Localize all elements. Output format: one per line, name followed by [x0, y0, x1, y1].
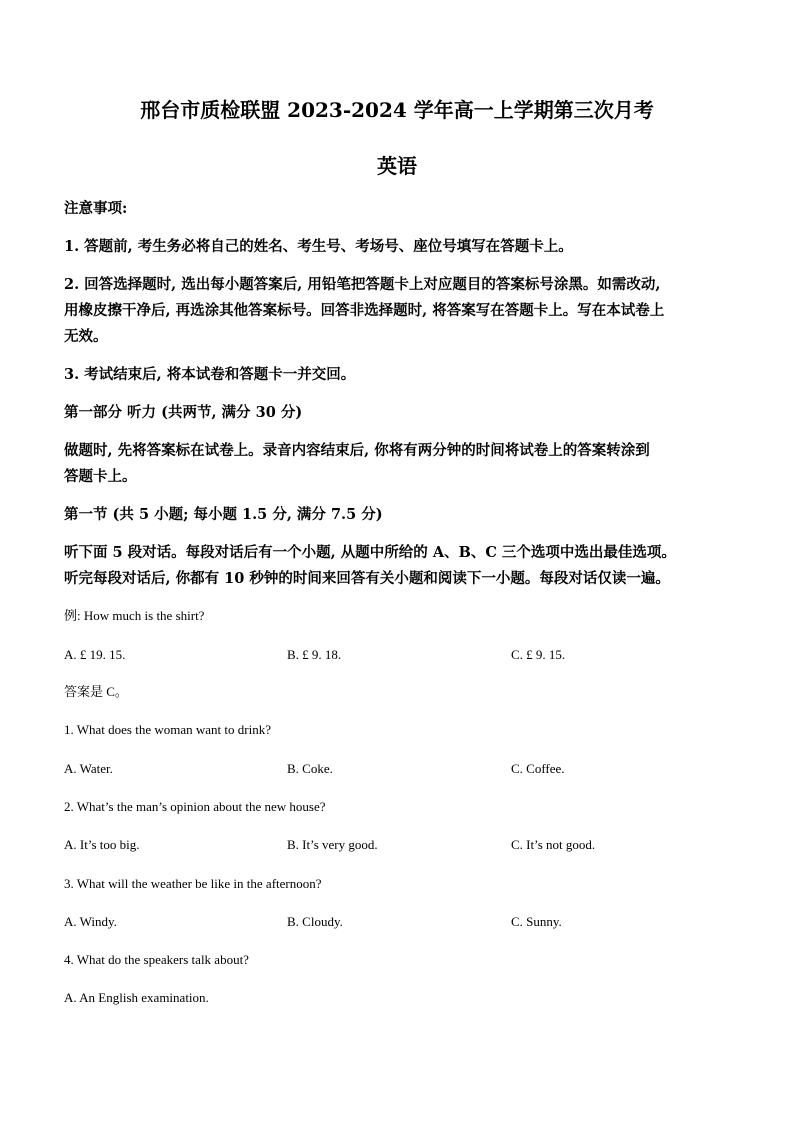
section1-instruction-line-2: 听完每段对话后, 你都有 10 秒钟的时间来回答有关小题和阅读下一小题。每段对话仅读一遍。 [64, 570, 670, 587]
notice-item-1: 1. 答题前, 考生务必将自己的姓名、考生号、考场号、座位号填写在答题卡上。 [64, 238, 573, 255]
example-answer: 答案是 C。 [64, 684, 128, 699]
example-question: 例: How much is the shirt? [64, 608, 205, 623]
part1-heading: 第一部分 听力 (共两节, 满分 30 分) [64, 404, 303, 421]
notice-item-2-line-1: 2. 回答选择题时, 选出每小题答案后, 用铅笔把答题卡上对应题目的答案标号涂黑。如需改动, [64, 276, 661, 293]
question-1: 1. What does the woman want to drink? [64, 722, 271, 737]
question-1-option-c: C. Coffee. [511, 761, 565, 776]
question-3-option-b: B. Cloudy. [287, 914, 343, 929]
notice-item-3: 3. 考试结束后, 将本试卷和答题卡一并交回。 [64, 366, 356, 383]
example-option-a: A. £ 19. 15. [64, 647, 126, 662]
subject-title: 英语 [377, 154, 417, 178]
section1-instruction-line-1: 听下面 5 段对话。每段对话后有一个小题, 从题中所给的 A、B、C 三个选项中选出最佳选项。 [64, 544, 676, 561]
question-4-option-a: A. An English examination. [64, 990, 209, 1005]
exam-title: 邢台市质检联盟 2023-2024 学年高一上学期第三次月考 [140, 98, 654, 122]
question-4: 4. What do the speakers talk about? [64, 952, 249, 967]
question-2-option-a: A. It’s too big. [64, 837, 140, 852]
question-3: 3. What will the weather be like in the afternoon? [64, 876, 322, 891]
part1-instruction-line-1: 做题时, 先将答案标在试卷上。录音内容结束后, 你将有两分钟的时间将试卷上的答案转涂到 [64, 442, 650, 459]
question-2: 2. What’s the man’s opinion about the new house? [64, 799, 326, 814]
notice-heading: 注意事项: [64, 200, 128, 217]
question-2-option-b: B. It’s very good. [287, 837, 378, 852]
notice-item-2-line-2: 用橡皮擦干净后, 再选涂其他答案标号。回答非选择题时, 将答案写在答题卡上。写在本试卷上 [64, 302, 665, 319]
question-1-option-a: A. Water. [64, 761, 113, 776]
example-option-b: B. £ 9. 18. [287, 647, 342, 662]
question-3-option-c: C. Sunny. [511, 914, 562, 929]
question-1-option-b: B. Coke. [287, 761, 333, 776]
question-3-option-a: A. Windy. [64, 914, 117, 929]
notice-item-2-line-3: 无效。 [64, 328, 108, 345]
part1-instruction-line-2: 答题卡上。 [64, 468, 137, 485]
question-2-option-c: C. It’s not good. [511, 837, 596, 852]
example-option-c: C. £ 9. 15. [511, 647, 566, 662]
section1-heading: 第一节 (共 5 小题; 每小题 1.5 分, 满分 7.5 分) [64, 506, 383, 523]
